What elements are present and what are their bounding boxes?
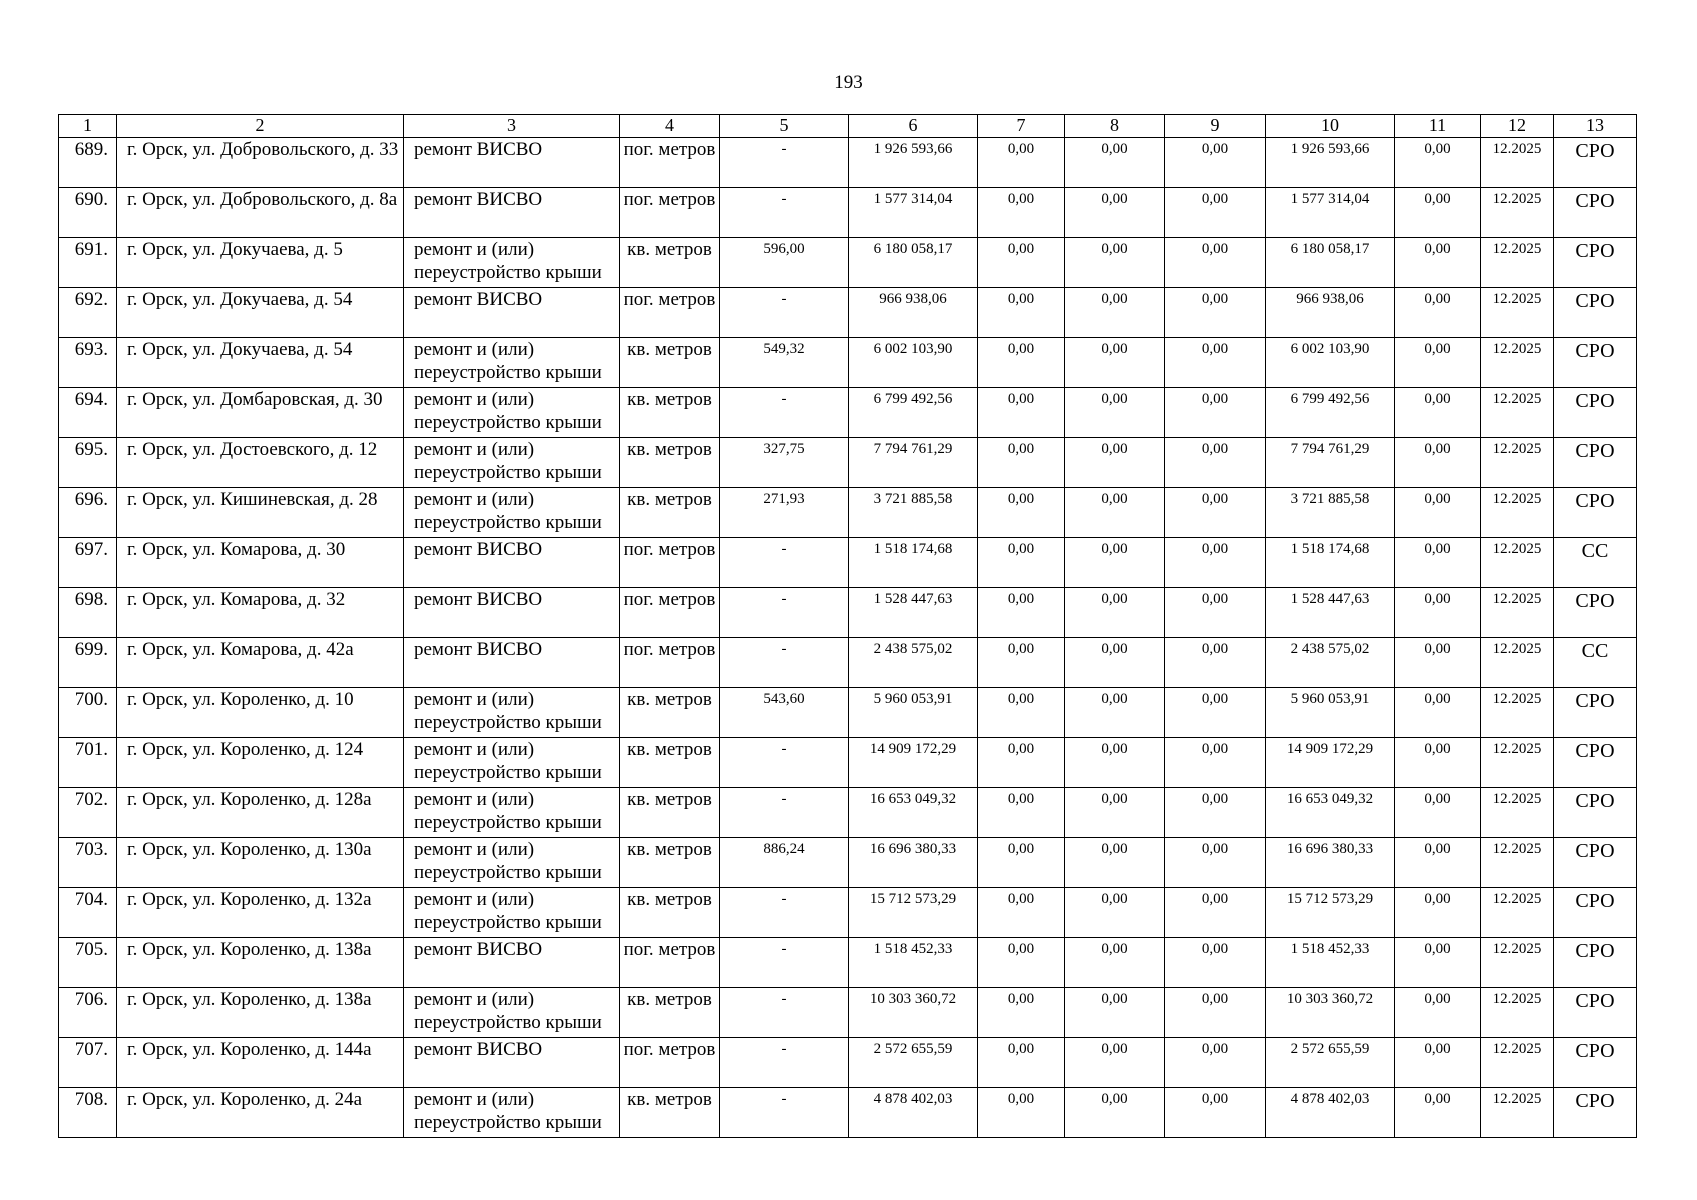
amount-cell: 0,00	[978, 288, 1065, 338]
quantity-cell: -	[720, 588, 849, 638]
total-cost-cell: 15 712 573,29	[849, 888, 978, 938]
amount-cell: 1 518 174,68	[1266, 538, 1395, 588]
work-type-cell: ремонт ВИСВО	[404, 138, 620, 188]
method-code-cell: СРО	[1554, 1088, 1637, 1138]
total-cost-cell: 10 303 360,72	[849, 988, 978, 1038]
table-row	[59, 588, 1637, 638]
amount-cell: 0,00	[978, 1088, 1065, 1138]
row-number: 695.	[59, 438, 117, 488]
amount-cell: 0,00	[1165, 488, 1266, 538]
table-row	[59, 988, 1637, 1038]
amount-cell: 0,00	[978, 738, 1065, 788]
completion-date-cell: 12.2025	[1481, 388, 1554, 438]
quantity-cell: -	[720, 388, 849, 438]
quantity-cell: -	[720, 988, 849, 1038]
amount-cell: 0,00	[1165, 188, 1266, 238]
amount-cell: 0,00	[1395, 788, 1481, 838]
unit-cell: пог. метров	[620, 188, 720, 238]
amount-cell: 0,00	[1165, 838, 1266, 888]
address-cell: г. Орск, ул. Короленко, д. 124	[117, 738, 404, 788]
method-code-cell: СРО	[1554, 488, 1637, 538]
work-type-cell: ремонт ВИСВО	[404, 588, 620, 638]
amount-cell: 0,00	[1065, 338, 1165, 388]
completion-date-cell: 12.2025	[1481, 688, 1554, 738]
quantity-cell: -	[720, 638, 849, 688]
total-cost-cell: 2 572 655,59	[849, 1038, 978, 1088]
table-body	[59, 138, 1637, 1138]
table-row	[59, 288, 1637, 338]
amount-cell: 0,00	[978, 188, 1065, 238]
unit-cell: кв. метров	[620, 1088, 720, 1138]
amount-cell: 1 577 314,04	[1266, 188, 1395, 238]
amount-cell: 0,00	[1165, 638, 1266, 688]
work-type-cell: ремонт и (или) переустройство крыши	[404, 338, 620, 388]
quantity-cell: -	[720, 738, 849, 788]
unit-cell: кв. метров	[620, 388, 720, 438]
amount-cell: 0,00	[978, 438, 1065, 488]
amount-cell: 0,00	[1065, 438, 1165, 488]
amount-cell: 0,00	[978, 788, 1065, 838]
table-row	[59, 188, 1637, 238]
row-number: 703.	[59, 838, 117, 888]
amount-cell: 0,00	[1065, 188, 1165, 238]
amount-cell: 2 438 575,02	[1266, 638, 1395, 688]
method-code-cell: СС	[1554, 638, 1637, 688]
amount-cell: 2 572 655,59	[1266, 1038, 1395, 1088]
amount-cell: 0,00	[1395, 688, 1481, 738]
amount-cell: 0,00	[1395, 638, 1481, 688]
method-code-cell: СРО	[1554, 138, 1637, 188]
amount-cell: 6 002 103,90	[1266, 338, 1395, 388]
amount-cell: 16 696 380,33	[1266, 838, 1395, 888]
amount-cell: 0,00	[1065, 388, 1165, 438]
work-type-cell: ремонт и (или) переустройство крыши	[404, 688, 620, 738]
amount-cell: 0,00	[1395, 538, 1481, 588]
completion-date-cell: 12.2025	[1481, 138, 1554, 188]
quantity-cell: 271,93	[720, 488, 849, 538]
unit-cell: кв. метров	[620, 788, 720, 838]
table-row	[59, 1038, 1637, 1088]
amount-cell: 0,00	[1165, 588, 1266, 638]
page-number: 193	[834, 72, 863, 93]
row-number: 691.	[59, 238, 117, 288]
amount-cell: 0,00	[1065, 138, 1165, 188]
work-type-cell: ремонт и (или) переустройство крыши	[404, 438, 620, 488]
total-cost-cell: 966 938,06	[849, 288, 978, 338]
unit-cell: кв. метров	[620, 438, 720, 488]
column-header: 1	[59, 115, 117, 138]
amount-cell: 0,00	[1395, 388, 1481, 438]
method-code-cell: СРО	[1554, 888, 1637, 938]
unit-cell: пог. метров	[620, 588, 720, 638]
amount-cell: 0,00	[1065, 288, 1165, 338]
row-number: 699.	[59, 638, 117, 688]
amount-cell: 0,00	[1165, 538, 1266, 588]
amount-cell: 1 528 447,63	[1266, 588, 1395, 638]
row-number: 692.	[59, 288, 117, 338]
method-code-cell: СРО	[1554, 588, 1637, 638]
method-code-cell: СРО	[1554, 438, 1637, 488]
work-type-cell: ремонт ВИСВО	[404, 938, 620, 988]
address-cell: г. Орск, ул. Короленко, д. 138а	[117, 988, 404, 1038]
amount-cell: 966 938,06	[1266, 288, 1395, 338]
completion-date-cell: 12.2025	[1481, 738, 1554, 788]
unit-cell: кв. метров	[620, 838, 720, 888]
amount-cell: 0,00	[978, 838, 1065, 888]
table-row	[59, 388, 1637, 438]
total-cost-cell: 6 799 492,56	[849, 388, 978, 438]
table-row	[59, 238, 1637, 288]
amount-cell: 0,00	[1065, 688, 1165, 738]
amount-cell: 0,00	[1395, 988, 1481, 1038]
work-type-cell: ремонт ВИСВО	[404, 638, 620, 688]
table-row	[59, 1088, 1637, 1138]
amount-cell: 0,00	[1395, 738, 1481, 788]
total-cost-cell: 2 438 575,02	[849, 638, 978, 688]
amount-cell: 0,00	[978, 688, 1065, 738]
work-type-cell: ремонт и (или) переустройство крыши	[404, 238, 620, 288]
amount-cell: 3 721 885,58	[1266, 488, 1395, 538]
address-cell: г. Орск, ул. Докучаева, д. 5	[117, 238, 404, 288]
row-number: 701.	[59, 738, 117, 788]
amount-cell: 0,00	[1395, 288, 1481, 338]
total-cost-cell: 1 518 174,68	[849, 538, 978, 588]
table-row	[59, 838, 1637, 888]
address-cell: г. Орск, ул. Короленко, д. 128а	[117, 788, 404, 838]
row-number: 707.	[59, 1038, 117, 1088]
unit-cell: пог. метров	[620, 138, 720, 188]
unit-cell: пог. метров	[620, 538, 720, 588]
total-cost-cell: 3 721 885,58	[849, 488, 978, 538]
row-number: 689.	[59, 138, 117, 188]
row-number: 705.	[59, 938, 117, 988]
total-cost-cell: 14 909 172,29	[849, 738, 978, 788]
quantity-cell: -	[720, 288, 849, 338]
amount-cell: 0,00	[1165, 938, 1266, 988]
quantity-cell: -	[720, 188, 849, 238]
table-row	[59, 688, 1637, 738]
address-cell: г. Орск, ул. Комарова, д. 30	[117, 538, 404, 588]
amount-cell: 14 909 172,29	[1266, 738, 1395, 788]
amount-cell: 0,00	[978, 988, 1065, 1038]
total-cost-cell: 1 577 314,04	[849, 188, 978, 238]
column-header: 2	[117, 115, 404, 138]
address-cell: г. Орск, ул. Короленко, д. 138а	[117, 938, 404, 988]
address-cell: г. Орск, ул. Кишиневская, д. 28	[117, 488, 404, 538]
column-header: 9	[1165, 115, 1266, 138]
amount-cell: 0,00	[978, 538, 1065, 588]
address-cell: г. Орск, ул. Домбаровская, д. 30	[117, 388, 404, 438]
amount-cell: 0,00	[1165, 288, 1266, 338]
address-cell: г. Орск, ул. Комарова, д. 32	[117, 588, 404, 638]
address-cell: г. Орск, ул. Добровольского, д. 33	[117, 138, 404, 188]
total-cost-cell: 1 926 593,66	[849, 138, 978, 188]
work-type-cell: ремонт ВИСВО	[404, 1038, 620, 1088]
work-type-cell: ремонт и (или) переустройство крыши	[404, 888, 620, 938]
amount-cell: 0,00	[1065, 738, 1165, 788]
column-header: 7	[978, 115, 1065, 138]
amount-cell: 5 960 053,91	[1266, 688, 1395, 738]
completion-date-cell: 12.2025	[1481, 438, 1554, 488]
amount-cell: 0,00	[1065, 588, 1165, 638]
work-type-cell: ремонт и (или) переустройство крыши	[404, 988, 620, 1038]
amount-cell: 0,00	[1065, 1088, 1165, 1138]
address-cell: г. Орск, ул. Достоевского, д. 12	[117, 438, 404, 488]
amount-cell: 0,00	[1165, 888, 1266, 938]
column-header: 13	[1554, 115, 1637, 138]
table-row	[59, 938, 1637, 988]
address-cell: г. Орск, ул. Комарова, д. 42а	[117, 638, 404, 688]
unit-cell: кв. метров	[620, 688, 720, 738]
table-row	[59, 338, 1637, 388]
quantity-cell: 327,75	[720, 438, 849, 488]
amount-cell: 0,00	[978, 338, 1065, 388]
amount-cell: 0,00	[1165, 388, 1266, 438]
method-code-cell: СРО	[1554, 238, 1637, 288]
total-cost-cell: 5 960 053,91	[849, 688, 978, 738]
method-code-cell: СРО	[1554, 688, 1637, 738]
address-cell: г. Орск, ул. Добровольского, д. 8а	[117, 188, 404, 238]
amount-cell: 0,00	[1395, 438, 1481, 488]
row-number: 690.	[59, 188, 117, 238]
work-type-cell: ремонт и (или) переустройство крыши	[404, 838, 620, 888]
unit-cell: кв. метров	[620, 338, 720, 388]
column-header: 10	[1266, 115, 1395, 138]
amount-cell: 15 712 573,29	[1266, 888, 1395, 938]
amount-cell: 0,00	[1395, 1088, 1481, 1138]
amount-cell: 1 518 452,33	[1266, 938, 1395, 988]
amount-cell: 0,00	[1395, 138, 1481, 188]
row-number: 698.	[59, 588, 117, 638]
completion-date-cell: 12.2025	[1481, 838, 1554, 888]
work-type-cell: ремонт ВИСВО	[404, 538, 620, 588]
amount-cell: 0,00	[978, 888, 1065, 938]
table-row	[59, 638, 1637, 688]
completion-date-cell: 12.2025	[1481, 488, 1554, 538]
completion-date-cell: 12.2025	[1481, 888, 1554, 938]
quantity-cell: 886,24	[720, 838, 849, 888]
amount-cell: 0,00	[1065, 988, 1165, 1038]
row-number: 697.	[59, 538, 117, 588]
work-type-cell: ремонт и (или) переустройство крыши	[404, 788, 620, 838]
amount-cell: 0,00	[978, 238, 1065, 288]
address-cell: г. Орск, ул. Короленко, д. 130а	[117, 838, 404, 888]
total-cost-cell: 4 878 402,03	[849, 1088, 978, 1138]
column-number-row	[59, 115, 1637, 138]
amount-cell: 7 794 761,29	[1266, 438, 1395, 488]
unit-cell: кв. метров	[620, 238, 720, 288]
method-code-cell: СРО	[1554, 338, 1637, 388]
amount-cell: 0,00	[1395, 888, 1481, 938]
amount-cell: 0,00	[1395, 338, 1481, 388]
completion-date-cell: 12.2025	[1481, 638, 1554, 688]
table-row	[59, 138, 1637, 188]
method-code-cell: СС	[1554, 538, 1637, 588]
work-type-cell: ремонт и (или) переустройство крыши	[404, 388, 620, 438]
amount-cell: 0,00	[1065, 938, 1165, 988]
address-cell: г. Орск, ул. Докучаева, д. 54	[117, 338, 404, 388]
amount-cell: 0,00	[1395, 238, 1481, 288]
method-code-cell: СРО	[1554, 188, 1637, 238]
completion-date-cell: 12.2025	[1481, 1038, 1554, 1088]
total-cost-cell: 7 794 761,29	[849, 438, 978, 488]
amount-cell: 0,00	[1065, 888, 1165, 938]
work-type-cell: ремонт и (или) переустройство крыши	[404, 488, 620, 538]
amount-cell: 0,00	[978, 488, 1065, 538]
amount-cell: 0,00	[1165, 738, 1266, 788]
amount-cell: 0,00	[1395, 1038, 1481, 1088]
table-row	[59, 538, 1637, 588]
quantity-cell: -	[720, 788, 849, 838]
amount-cell: 4 878 402,03	[1266, 1088, 1395, 1138]
quantity-cell: -	[720, 1088, 849, 1138]
method-code-cell: СРО	[1554, 788, 1637, 838]
amount-cell: 0,00	[1165, 338, 1266, 388]
total-cost-cell: 6 002 103,90	[849, 338, 978, 388]
row-number: 693.	[59, 338, 117, 388]
repair-register-table	[58, 114, 1637, 1138]
total-cost-cell: 6 180 058,17	[849, 238, 978, 288]
amount-cell: 0,00	[1065, 238, 1165, 288]
quantity-cell: -	[720, 138, 849, 188]
completion-date-cell: 12.2025	[1481, 938, 1554, 988]
amount-cell: 0,00	[1165, 138, 1266, 188]
completion-date-cell: 12.2025	[1481, 538, 1554, 588]
address-cell: г. Орск, ул. Короленко, д. 132а	[117, 888, 404, 938]
column-header: 11	[1395, 115, 1481, 138]
amount-cell: 0,00	[978, 938, 1065, 988]
amount-cell: 0,00	[1395, 488, 1481, 538]
amount-cell: 0,00	[978, 1038, 1065, 1088]
amount-cell: 0,00	[1165, 788, 1266, 838]
method-code-cell: СРО	[1554, 388, 1637, 438]
unit-cell: пог. метров	[620, 1038, 720, 1088]
unit-cell: кв. метров	[620, 738, 720, 788]
table-row	[59, 788, 1637, 838]
total-cost-cell: 16 653 049,32	[849, 788, 978, 838]
address-cell: г. Орск, ул. Короленко, д. 144а	[117, 1038, 404, 1088]
completion-date-cell: 12.2025	[1481, 238, 1554, 288]
amount-cell: 6 180 058,17	[1266, 238, 1395, 288]
method-code-cell: СРО	[1554, 988, 1637, 1038]
quantity-cell: 543,60	[720, 688, 849, 738]
work-type-cell: ремонт и (или) переустройство крыши	[404, 738, 620, 788]
total-cost-cell: 16 696 380,33	[849, 838, 978, 888]
amount-cell: 0,00	[978, 638, 1065, 688]
quantity-cell: -	[720, 888, 849, 938]
work-type-cell: ремонт ВИСВО	[404, 288, 620, 338]
amount-cell: 0,00	[1165, 988, 1266, 1038]
unit-cell: кв. метров	[620, 488, 720, 538]
amount-cell: 0,00	[1165, 1088, 1266, 1138]
unit-cell: пог. метров	[620, 288, 720, 338]
total-cost-cell: 1 518 452,33	[849, 938, 978, 988]
unit-cell: пог. метров	[620, 938, 720, 988]
method-code-cell: СРО	[1554, 938, 1637, 988]
amount-cell: 16 653 049,32	[1266, 788, 1395, 838]
quantity-cell: 596,00	[720, 238, 849, 288]
amount-cell: 0,00	[1165, 688, 1266, 738]
method-code-cell: СРО	[1554, 838, 1637, 888]
amount-cell: 0,00	[1395, 588, 1481, 638]
unit-cell: пог. метров	[620, 638, 720, 688]
amount-cell: 0,00	[978, 138, 1065, 188]
quantity-cell: 549,32	[720, 338, 849, 388]
amount-cell: 0,00	[1165, 238, 1266, 288]
address-cell: г. Орск, ул. Короленко, д. 24а	[117, 1088, 404, 1138]
work-type-cell: ремонт и (или) переустройство крыши	[404, 1088, 620, 1138]
completion-date-cell: 12.2025	[1481, 588, 1554, 638]
table-row	[59, 888, 1637, 938]
amount-cell: 0,00	[1065, 838, 1165, 888]
address-cell: г. Орск, ул. Докучаева, д. 54	[117, 288, 404, 338]
column-header: 12	[1481, 115, 1554, 138]
completion-date-cell: 12.2025	[1481, 788, 1554, 838]
amount-cell: 0,00	[978, 588, 1065, 638]
row-number: 706.	[59, 988, 117, 1038]
work-type-cell: ремонт ВИСВО	[404, 188, 620, 238]
row-number: 700.	[59, 688, 117, 738]
row-number: 708.	[59, 1088, 117, 1138]
amount-cell: 0,00	[1065, 538, 1165, 588]
amount-cell: 10 303 360,72	[1266, 988, 1395, 1038]
amount-cell: 0,00	[1065, 788, 1165, 838]
completion-date-cell: 12.2025	[1481, 988, 1554, 1038]
completion-date-cell: 12.2025	[1481, 1088, 1554, 1138]
column-header: 5	[720, 115, 849, 138]
total-cost-cell: 1 528 447,63	[849, 588, 978, 638]
column-header: 3	[404, 115, 620, 138]
unit-cell: кв. метров	[620, 888, 720, 938]
unit-cell: кв. метров	[620, 988, 720, 1038]
column-header: 6	[849, 115, 978, 138]
row-number: 704.	[59, 888, 117, 938]
amount-cell: 0,00	[1165, 1038, 1266, 1088]
row-number: 694.	[59, 388, 117, 438]
amount-cell: 0,00	[1395, 838, 1481, 888]
amount-cell: 0,00	[1065, 638, 1165, 688]
column-header: 8	[1065, 115, 1165, 138]
table-row	[59, 738, 1637, 788]
amount-cell: 0,00	[1065, 1038, 1165, 1088]
completion-date-cell: 12.2025	[1481, 338, 1554, 388]
row-number: 702.	[59, 788, 117, 838]
amount-cell: 0,00	[1065, 488, 1165, 538]
row-number: 696.	[59, 488, 117, 538]
quantity-cell: -	[720, 538, 849, 588]
table-row	[59, 438, 1637, 488]
amount-cell: 0,00	[978, 388, 1065, 438]
method-code-cell: СРО	[1554, 1038, 1637, 1088]
amount-cell: 0,00	[1395, 188, 1481, 238]
amount-cell: 0,00	[1395, 938, 1481, 988]
completion-date-cell: 12.2025	[1481, 188, 1554, 238]
method-code-cell: СРО	[1554, 288, 1637, 338]
column-header: 4	[620, 115, 720, 138]
completion-date-cell: 12.2025	[1481, 288, 1554, 338]
amount-cell: 6 799 492,56	[1266, 388, 1395, 438]
quantity-cell: -	[720, 1038, 849, 1088]
method-code-cell: СРО	[1554, 738, 1637, 788]
table-row	[59, 488, 1637, 538]
amount-cell: 1 926 593,66	[1266, 138, 1395, 188]
quantity-cell: -	[720, 938, 849, 988]
address-cell: г. Орск, ул. Короленко, д. 10	[117, 688, 404, 738]
amount-cell: 0,00	[1165, 438, 1266, 488]
